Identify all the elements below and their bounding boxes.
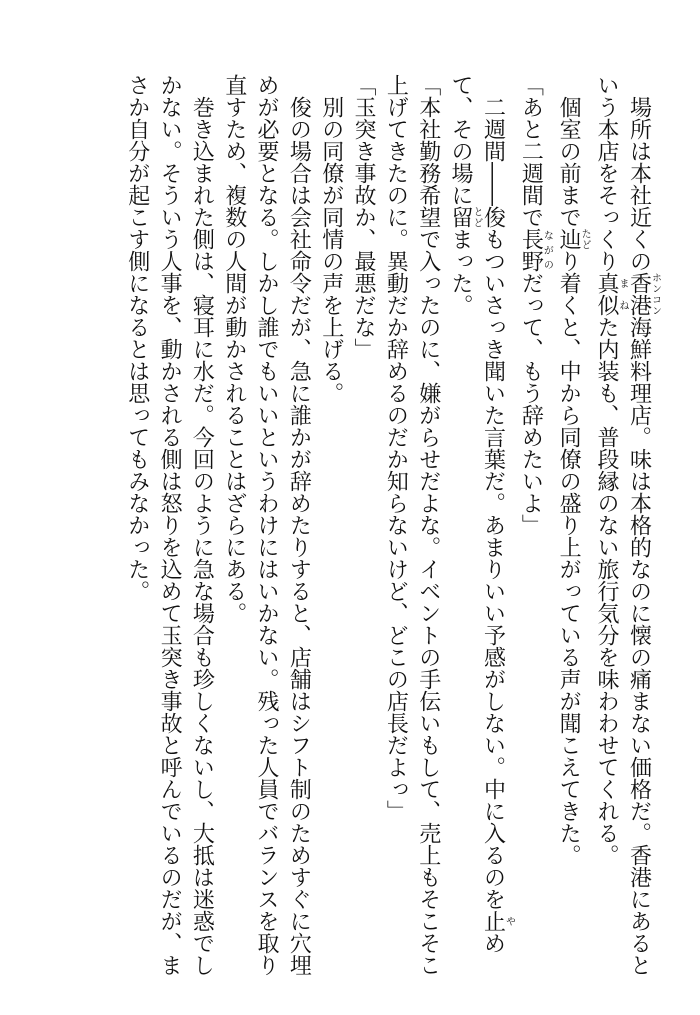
- ruby-base: 香港: [626, 272, 652, 316]
- ruby-reading: ながの: [541, 228, 553, 272]
- ruby-word: [626, 272, 661, 316]
- text-run: まった。: [448, 228, 474, 316]
- paragraph-p1: [590, 74, 660, 984]
- ruby-reading: とど: [471, 206, 483, 228]
- text-run: 海鮮料理店。味は本格的なのに懐の痛まない価格だ。香港にあるという本店をそっくり: [594, 74, 652, 976]
- paragraph-p4: [444, 74, 514, 984]
- ruby-reading: ホンコン: [649, 272, 661, 316]
- vertical-text-body: [60, 74, 660, 984]
- ruby-base: 留: [448, 206, 474, 228]
- text-run: 別の同僚が同情の声を上げる。: [318, 96, 344, 404]
- text-run: 二週間――俊もついさっき聞いた言葉だ。あまりいい予感がしない。中に入るのを: [480, 96, 506, 910]
- text-run: 俊の場合は会社命令だが、急に誰かが辞めたりすると、店舗はシフト制のためすぐに穴埋めが必要となる。しかし誰でもいいというわけにはいかない。残った人員でバランスを取り直すため、複数の人間が動かされることはざらにある。: [221, 74, 312, 976]
- paragraph-p8: [217, 74, 314, 984]
- ruby-word: [448, 206, 483, 228]
- ruby-base: 長野: [518, 228, 544, 272]
- text-run: 巻き込まれた側は、寝耳に水だ。今回のように急な場合も珍しくないし、大抵は迷惑でしかない。そういう人事を、動かされる側は怒りを込めて玉突き事故と呼んでいるのだが、まさか自分が起こす側になるとは思ってもみなかった。: [124, 74, 215, 976]
- ruby-base: 真似: [594, 272, 619, 316]
- text-run: た内装も、普段縁のない旅行気分を味わわせてくれる。: [594, 316, 619, 866]
- text-run: 「あと二週間で: [518, 74, 544, 228]
- paragraph-p2: [552, 74, 590, 984]
- ruby-word: [518, 228, 553, 272]
- paragraph-p5: [379, 74, 444, 984]
- paragraph-p7: [314, 74, 346, 984]
- ruby-word: [556, 228, 591, 250]
- ruby-word: [594, 272, 628, 316]
- text-run: 個室の前まで: [556, 96, 582, 228]
- ruby-base: 辿: [556, 228, 582, 250]
- paragraph-p3: [514, 74, 552, 984]
- text-run: だって、もう辞めたいよ」: [518, 272, 544, 536]
- ruby-reading: まね: [617, 272, 628, 316]
- paragraph-p6: [347, 74, 379, 984]
- ruby-base: 止: [480, 910, 506, 932]
- ruby-reading: や: [503, 910, 515, 932]
- text-run: り着くと、中から同僚の盛り上がっている声が聞こえてきた。: [556, 250, 582, 866]
- text-run: 場所は本社近くの: [626, 96, 652, 272]
- text-run: 「玉突き事故か、最悪だな」: [351, 74, 377, 360]
- text-run: 「本社勤務希望で入ったのに、嫌がらせだよな。イベントの手伝いもして、売上もそこそこ上げてきたのに。異動だか辞めるのだか知らないけど、どこの店長だよっ」: [383, 74, 441, 976]
- ruby-reading: たど: [579, 228, 591, 250]
- ruby-word: [480, 910, 515, 932]
- paragraph-p9: [120, 74, 217, 984]
- text-run: めて、その場に: [448, 74, 506, 954]
